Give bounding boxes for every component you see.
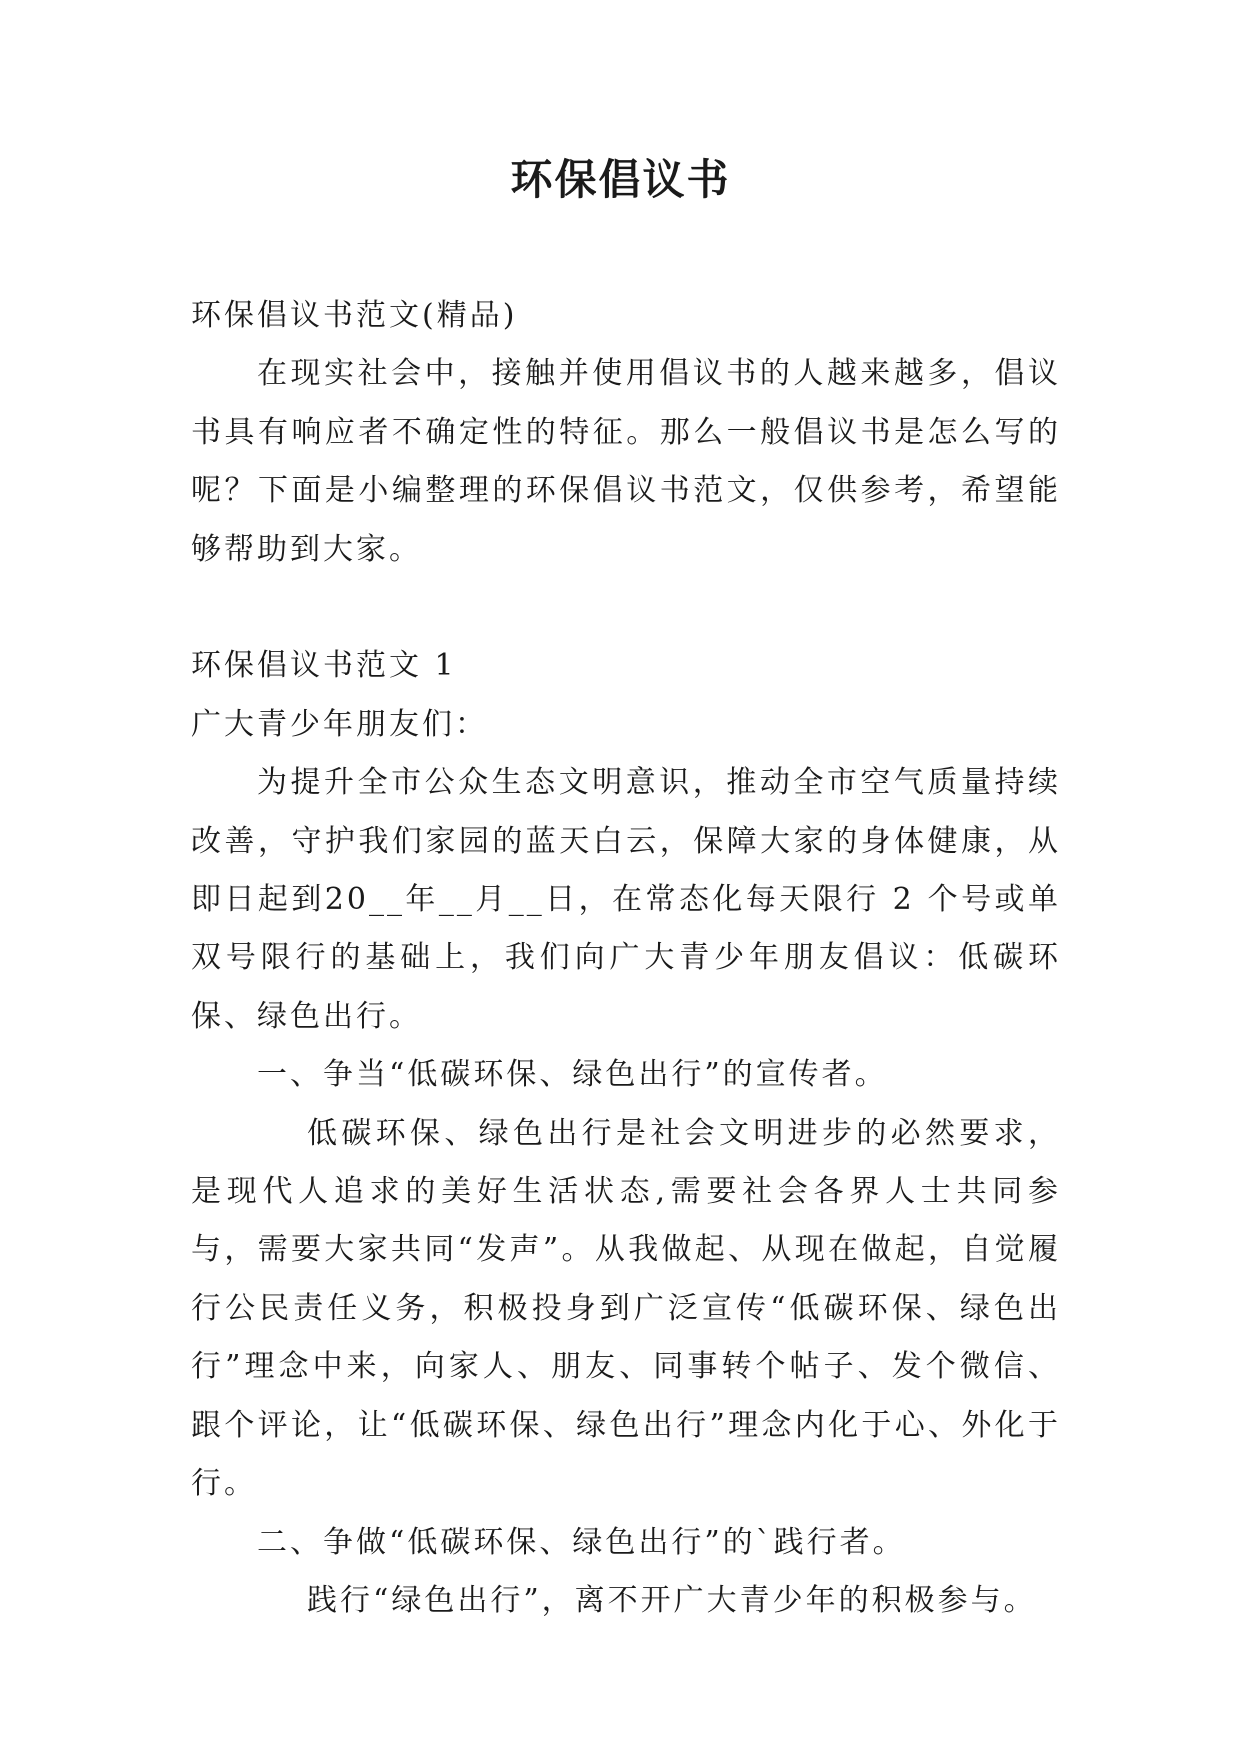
salutation: 广大青少年朋友们： [191,706,488,742]
document-body [191,287,1061,1630]
point-body: 践行“绿色出行”，离不开广大青少年的积极参与。 [307,1582,1037,1618]
point-heading: 二、争做“低碳环保、绿色出行”的`践行者。 [257,1524,906,1560]
point-heading: 一、争当“低碳环保、绿色出行”的宣传者。 [257,1057,888,1093]
document-title: 环保倡议书 [510,155,731,204]
section-heading: 环保倡议书范文 1 [191,648,457,684]
intro-paragraph: 在现实社会中，接触并使用倡议书的人越来越多，倡议书具有响应者不确定性的特征。那么一般倡议书是怎么写的呢？下面是小编整理的环保倡议书范文，仅供参考，希望能够帮助到大家。 [191,356,1061,567]
document-subtitle: 环保倡议书范文(精品) [191,298,518,333]
body-paragraph: 为提升全市公众生态文明意识，推动全市空气质量持续改善，守护我们家园的蓝天白云，保障大家的身体健康，从即日起到20__年__月__日，在常态化每天限行 2 个号或单双号限行的基础上，我们向广大青少年朋友倡议：低碳环保、绿色出行。 [191,765,1061,1034]
point-body: 低碳环保、绿色出行是社会文明进步的必然要求，是现代人追求的美好生活状态,需要社会各界人士共同参与，需要大家共同“发声”。从我做起、从现在做起，自觉履行公民责任义务，积极投身到广泛宣传“低碳环保、绿色出行”理念中来，向家人、朋友、同事转个帖子、发个微信、跟个评论，让“低碳环保、绿色出行”理念内化于心、外化于行。 [191,1115,1061,1502]
paragraph-spacer [191,579,1061,637]
